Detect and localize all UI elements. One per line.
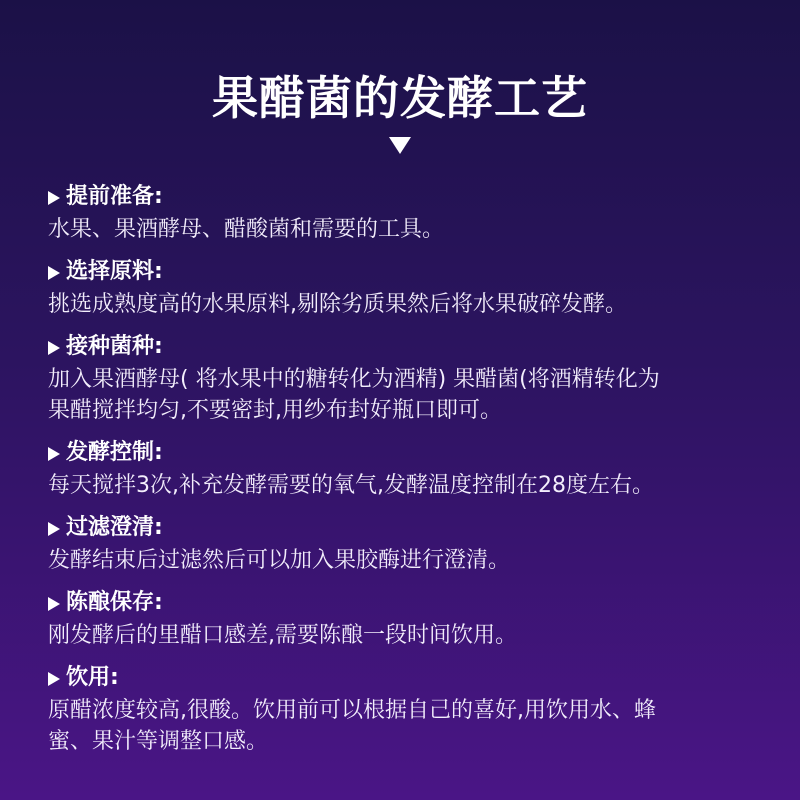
right-triangle-icon [48,597,60,611]
section-aging-storage [48,586,778,651]
right-triangle-icon [48,341,60,355]
section-heading [48,330,778,364]
section-body-line: 加入果酒酵母( 将水果中的糖转化为酒精) 果醋菌(将酒精转化为 [48,367,660,392]
right-triangle-icon [48,447,60,461]
section-body-line: 刚发酵后的里醋口感差,需要陈酿一段时间饮用。 [48,623,517,648]
section-heading [48,436,778,470]
section-preparation [48,180,778,245]
section-inoculation [48,330,778,426]
right-triangle-icon [48,672,60,686]
section-heading-text: 提前准备: [66,184,163,209]
section-heading [48,255,778,289]
down-triangle-icon [389,137,411,154]
section-body-line: 水果、果酒酵母、醋酸菌和需要的工具。 [48,217,445,242]
section-body-line: 发酵结束后过滤然后可以加入果胶酶进行澄清。 [48,548,511,573]
section-body-line: 蜜、果汁等调整口感。 [48,729,269,754]
section-heading-text: 发酵控制: [66,440,163,465]
section-heading-text: 陈酿保存: [66,590,163,615]
section-body-line: 果醋搅拌均匀,不要密封,用纱布封好瓶口即可。 [48,398,502,423]
section-fermentation-control [48,436,778,501]
section-body-line: 挑选成熟度高的水果原料,剔除劣质果然后将水果破碎发酵。 [48,292,627,317]
right-triangle-icon [48,266,60,280]
section-select-materials [48,255,778,320]
section-drinking [48,661,778,757]
section-filtering [48,511,778,576]
section-heading [48,511,778,545]
section-heading [48,180,778,214]
section-heading [48,586,778,620]
steps-list [48,180,778,767]
section-heading-text: 接种菌种: [66,334,163,359]
page-title: 果醋菌的发酵工艺 [212,71,588,125]
section-heading-text: 饮用: [66,665,119,690]
section-heading-text: 过滤澄清: [66,515,163,540]
section-heading-text: 选择原料: [66,259,163,284]
section-body-line: 原醋浓度较高,很酸。饮用前可以根据自己的喜好,用饮用水、蜂 [48,698,656,723]
right-triangle-icon [48,522,60,536]
right-triangle-icon [48,191,60,205]
section-body-line: 每天搅拌3次,补充发酵需要的氧气,发酵温度控制在28度左右。 [48,473,654,498]
section-heading [48,661,778,695]
